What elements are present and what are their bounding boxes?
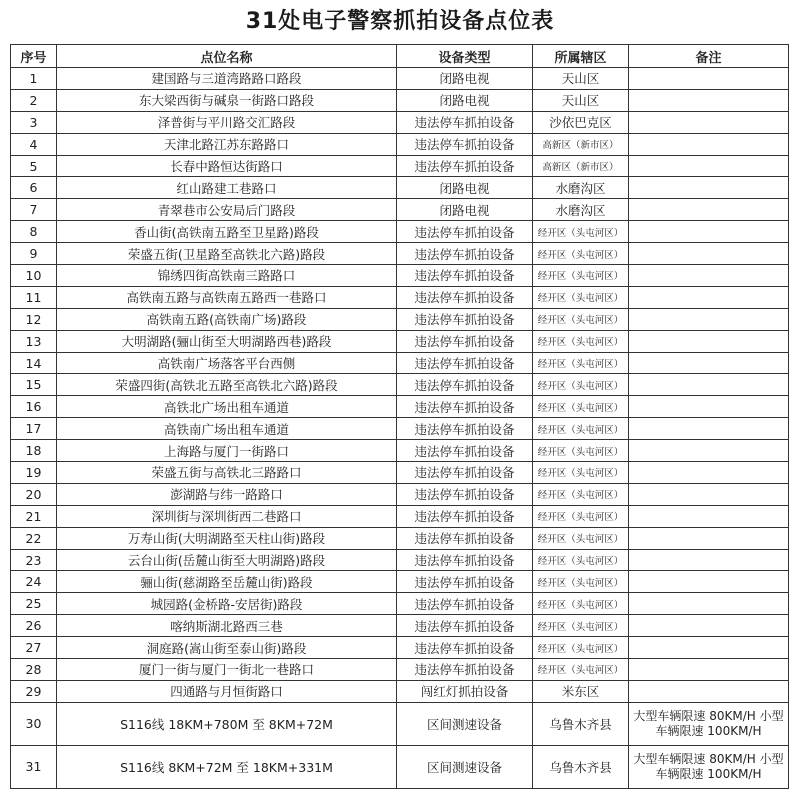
cell-no: 29: [11, 680, 57, 702]
table-row: [11, 396, 789, 418]
cell-name: S116线 8KM+72M 至 18KM+331M: [57, 745, 397, 788]
cell-no: 17: [11, 418, 57, 440]
table-row: [11, 527, 789, 549]
cell-note: [629, 527, 789, 549]
cell-note: [629, 352, 789, 374]
cell-note: [629, 549, 789, 571]
cell-type: 违法停车抓拍设备: [397, 505, 533, 527]
cell-note: [629, 680, 789, 702]
cell-area: 经开区（头屯河区）: [533, 396, 629, 418]
table-row: [11, 177, 789, 199]
cell-name: 云台山街(岳麓山街至大明湖路)路段: [57, 549, 397, 571]
cell-area: 经开区（头屯河区）: [533, 352, 629, 374]
cell-type: 违法停车抓拍设备: [397, 286, 533, 308]
header-no: 序号: [11, 45, 57, 68]
table-row: [11, 418, 789, 440]
cell-no: 23: [11, 549, 57, 571]
cell-type: 违法停车抓拍设备: [397, 155, 533, 177]
cell-type: 闭路电视: [397, 177, 533, 199]
table-row: [11, 199, 789, 221]
cell-area: 乌鲁木齐县: [533, 745, 629, 788]
cell-name: 青翠巷市公安局后门路段: [57, 199, 397, 221]
cell-name: 红山路建工巷路口: [57, 177, 397, 199]
cell-note: [629, 374, 789, 396]
cell-no: 10: [11, 265, 57, 287]
cell-no: 30: [11, 702, 57, 745]
cell-note: [629, 637, 789, 659]
cell-name: 荣盛五街(卫星路至高铁北六路)路段: [57, 243, 397, 265]
cell-area: 经开区（头屯河区）: [533, 265, 629, 287]
header-note: 备注: [629, 45, 789, 68]
cell-no: 18: [11, 440, 57, 462]
cell-note: [629, 659, 789, 681]
table-row: [11, 702, 789, 745]
cell-type: 违法停车抓拍设备: [397, 133, 533, 155]
cell-type: 违法停车抓拍设备: [397, 418, 533, 440]
table-row: [11, 745, 789, 788]
cell-no: 5: [11, 155, 57, 177]
cell-type: 违法停车抓拍设备: [397, 221, 533, 243]
cell-no: 31: [11, 745, 57, 788]
cell-no: 20: [11, 483, 57, 505]
cell-no: 16: [11, 396, 57, 418]
cell-no: 7: [11, 199, 57, 221]
cell-type: 违法停车抓拍设备: [397, 593, 533, 615]
cell-area: 高新区（新市区）: [533, 155, 629, 177]
cell-name: 澎湖路与纬一路路口: [57, 483, 397, 505]
cell-area: 天山区: [533, 89, 629, 111]
cell-type: 闭路电视: [397, 89, 533, 111]
cell-note: [629, 133, 789, 155]
cell-no: 24: [11, 571, 57, 593]
table-row: [11, 680, 789, 702]
cell-note: [629, 571, 789, 593]
table-row: [11, 483, 789, 505]
cell-type: 区间测速设备: [397, 702, 533, 745]
cell-area: 经开区（头屯河区）: [533, 615, 629, 637]
table-row: [11, 659, 789, 681]
cell-area: 经开区（头屯河区）: [533, 221, 629, 243]
cell-note: [629, 68, 789, 90]
cell-name: 上海路与厦门一街路口: [57, 440, 397, 462]
cell-type: 违法停车抓拍设备: [397, 265, 533, 287]
cell-name: 东大梁西街与碱泉一街路口路段: [57, 89, 397, 111]
cell-type: 违法停车抓拍设备: [397, 462, 533, 484]
cell-name: 天津北路江苏东路路口: [57, 133, 397, 155]
cell-type: 闯红灯抓拍设备: [397, 680, 533, 702]
cell-type: 违法停车抓拍设备: [397, 549, 533, 571]
cell-area: 经开区（头屯河区）: [533, 571, 629, 593]
cell-name: 高铁南广场出租车通道: [57, 418, 397, 440]
cell-type: 违法停车抓拍设备: [397, 111, 533, 133]
table-row: [11, 330, 789, 352]
cell-no: 4: [11, 133, 57, 155]
table-row: [11, 505, 789, 527]
cell-name: 香山街(高铁南五路至卫星路)路段: [57, 221, 397, 243]
cell-name: 喀纳斯湖北路西三巷: [57, 615, 397, 637]
table-row: [11, 243, 789, 265]
cell-area: 乌鲁木齐县: [533, 702, 629, 745]
cell-no: 12: [11, 308, 57, 330]
table-row: [11, 68, 789, 90]
cell-area: 经开区（头屯河区）: [533, 330, 629, 352]
table-row: [11, 89, 789, 111]
cell-name: 深圳街与深圳街西二巷路口: [57, 505, 397, 527]
cell-area: 经开区（头屯河区）: [533, 483, 629, 505]
cell-area: 天山区: [533, 68, 629, 90]
cell-type: 违法停车抓拍设备: [397, 440, 533, 462]
cell-note: [629, 199, 789, 221]
table-row: [11, 286, 789, 308]
cell-note: 大型车辆限速 80KM/H 小型车辆限速 100KM/H: [629, 745, 789, 788]
table-row: [11, 462, 789, 484]
cell-note: [629, 593, 789, 615]
cell-area: 水磨沟区: [533, 199, 629, 221]
cell-name: S116线 18KM+780M 至 8KM+72M: [57, 702, 397, 745]
cell-area: 经开区（头屯河区）: [533, 593, 629, 615]
cell-no: 8: [11, 221, 57, 243]
cell-no: 3: [11, 111, 57, 133]
cell-note: [629, 286, 789, 308]
cell-area: 经开区（头屯河区）: [533, 659, 629, 681]
cell-area: 米东区: [533, 680, 629, 702]
cell-type: 违法停车抓拍设备: [397, 615, 533, 637]
cell-name: 四通路与月恒街路口: [57, 680, 397, 702]
cell-type: 违法停车抓拍设备: [397, 308, 533, 330]
cell-name: 骊山街(慈湖路至岳麓山街)路段: [57, 571, 397, 593]
cell-note: [629, 483, 789, 505]
cell-no: 2: [11, 89, 57, 111]
cell-no: 27: [11, 637, 57, 659]
cell-area: 经开区（头屯河区）: [533, 549, 629, 571]
cell-note: [629, 155, 789, 177]
cell-note: [629, 177, 789, 199]
cell-note: [629, 505, 789, 527]
cell-name: 洞庭路(嵩山街至泰山街)路段: [57, 637, 397, 659]
cell-no: 19: [11, 462, 57, 484]
cell-name: 高铁南五路与高铁南五路西一巷路口: [57, 286, 397, 308]
cell-note: [629, 111, 789, 133]
header-type: 设备类型: [397, 45, 533, 68]
cell-note: [629, 462, 789, 484]
cell-type: 区间测速设备: [397, 745, 533, 788]
header-area: 所属辖区: [533, 45, 629, 68]
cell-type: 闭路电视: [397, 68, 533, 90]
cell-area: 经开区（头屯河区）: [533, 637, 629, 659]
cell-note: [629, 418, 789, 440]
cell-type: 违法停车抓拍设备: [397, 352, 533, 374]
cell-name: 泽普街与平川路交汇路段: [57, 111, 397, 133]
table-row: [11, 593, 789, 615]
cell-note: [629, 440, 789, 462]
cell-area: 高新区（新市区）: [533, 133, 629, 155]
cell-no: 22: [11, 527, 57, 549]
cell-name: 万寿山街(大明湖路至天柱山街)路段: [57, 527, 397, 549]
camera-location-table: [10, 44, 789, 789]
document-title: 31处电子警察抓拍设备点位表: [245, 9, 555, 34]
table-row: [11, 265, 789, 287]
cell-name: 高铁北广场出租车通道: [57, 396, 397, 418]
table-row: [11, 111, 789, 133]
cell-no: 13: [11, 330, 57, 352]
cell-name: 厦门一街与厦门一街北一巷路口: [57, 659, 397, 681]
cell-type: 违法停车抓拍设备: [397, 374, 533, 396]
cell-type: 违法停车抓拍设备: [397, 330, 533, 352]
cell-no: 14: [11, 352, 57, 374]
table-row: [11, 440, 789, 462]
cell-no: 1: [11, 68, 57, 90]
cell-area: 经开区（头屯河区）: [533, 374, 629, 396]
cell-note: [629, 89, 789, 111]
table-row: [11, 308, 789, 330]
cell-note: [629, 396, 789, 418]
table-header-row: [11, 45, 789, 68]
cell-area: 经开区（头屯河区）: [533, 243, 629, 265]
cell-area: 经开区（头屯河区）: [533, 308, 629, 330]
table-row: [11, 155, 789, 177]
cell-name: 锦绣四街高铁南三路路口: [57, 265, 397, 287]
cell-area: 沙依巴克区: [533, 111, 629, 133]
cell-name: 长春中路恒达街路口: [57, 155, 397, 177]
cell-area: 经开区（头屯河区）: [533, 418, 629, 440]
cell-area: 水磨沟区: [533, 177, 629, 199]
cell-no: 25: [11, 593, 57, 615]
table-row: [11, 615, 789, 637]
cell-type: 违法停车抓拍设备: [397, 483, 533, 505]
cell-no: 11: [11, 286, 57, 308]
cell-note: [629, 243, 789, 265]
cell-no: 26: [11, 615, 57, 637]
cell-note: [629, 615, 789, 637]
cell-note: 大型车辆限速 80KM/H 小型车辆限速 100KM/H: [629, 702, 789, 745]
cell-area: 经开区（头屯河区）: [533, 286, 629, 308]
cell-type: 违法停车抓拍设备: [397, 396, 533, 418]
cell-no: 28: [11, 659, 57, 681]
cell-no: 15: [11, 374, 57, 396]
cell-name: 大明湖路(骊山街至大明湖路西巷)路段: [57, 330, 397, 352]
cell-note: [629, 330, 789, 352]
cell-area: 经开区（头屯河区）: [533, 505, 629, 527]
cell-area: 经开区（头屯河区）: [533, 440, 629, 462]
table-row: [11, 374, 789, 396]
cell-type: 违法停车抓拍设备: [397, 527, 533, 549]
header-name: 点位名称: [57, 45, 397, 68]
cell-note: [629, 265, 789, 287]
cell-name: 高铁南五路(高铁南广场)路段: [57, 308, 397, 330]
cell-area: 经开区（头屯河区）: [533, 462, 629, 484]
cell-no: 21: [11, 505, 57, 527]
cell-name: 建国路与三道湾路路口路段: [57, 68, 397, 90]
cell-name: 荣盛五街与高铁北三路路口: [57, 462, 397, 484]
table-row: [11, 571, 789, 593]
cell-name: 高铁南广场落客平台西侧: [57, 352, 397, 374]
table-row: [11, 549, 789, 571]
cell-type: 违法停车抓拍设备: [397, 243, 533, 265]
cell-no: 9: [11, 243, 57, 265]
cell-type: 违法停车抓拍设备: [397, 659, 533, 681]
table-row: [11, 352, 789, 374]
cell-type: 闭路电视: [397, 199, 533, 221]
cell-type: 违法停车抓拍设备: [397, 571, 533, 593]
cell-area: 经开区（头屯河区）: [533, 527, 629, 549]
table-row: [11, 637, 789, 659]
table-row: [11, 221, 789, 243]
cell-type: 违法停车抓拍设备: [397, 637, 533, 659]
cell-no: 6: [11, 177, 57, 199]
cell-note: [629, 221, 789, 243]
cell-name: 荣盛四街(高铁北五路至高铁北六路)路段: [57, 374, 397, 396]
table-row: [11, 133, 789, 155]
cell-note: [629, 308, 789, 330]
cell-name: 城园路(金桥路-安居街)路段: [57, 593, 397, 615]
table-body: [11, 68, 789, 789]
